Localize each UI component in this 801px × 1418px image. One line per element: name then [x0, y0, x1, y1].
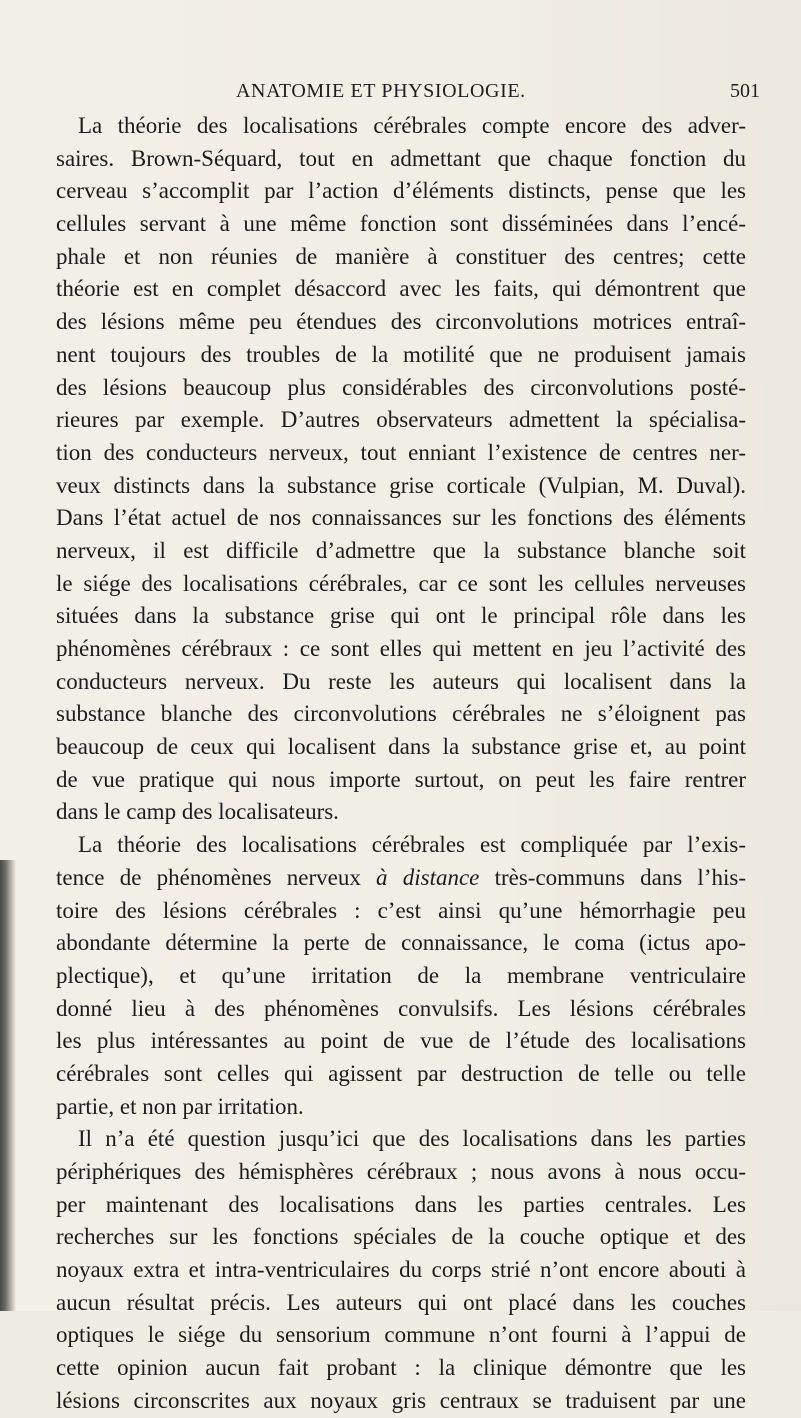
text-line: partie, et non par irritation.: [56, 1093, 304, 1119]
text-line: cérébrales sont celles qui agissent par destruction de telle ou telle: [56, 1060, 746, 1086]
text-line: veux distincts dans la substance grise corticale (Vulpian, M. Duval).: [56, 472, 746, 498]
text-line: optiques le siége du sensorium commune n’ont fourni à l’appui de: [56, 1322, 746, 1348]
text-line: cellules servant à une même fonction sont disséminées dans l’encé-: [56, 211, 746, 237]
text-line: La théorie des localisations cérébrales compte encore des adver-: [78, 113, 746, 138]
text-line: phale et non réunies de manière à constituer des centres; cette: [56, 243, 746, 269]
text-line: substance blanche des circonvolutions cérébrales ne s’éloignent pas: [56, 701, 746, 727]
text-line: Dans l’état actuel de nos connaissances sur les fonctions des éléments: [56, 505, 746, 531]
text-line: des lésions même peu étendues des circonvolutions motrices entraî-: [56, 309, 746, 335]
text-line: aucun résultat précis. Les auteurs qui ont placé dans les couches: [56, 1289, 746, 1315]
italic-term: à distance: [376, 864, 480, 890]
text-line: tion des conducteurs nerveux, tout enniant l’existence de centres ner-: [56, 439, 746, 465]
text-line: conducteurs nerveux. Du reste les auteurs qui localisent dans la: [56, 668, 746, 694]
text-line: les plus intéressantes au point de vue de l’étude des localisations: [56, 1028, 746, 1054]
text-line: saires. Brown-Séquard, tout en admettant que chaque fonction du: [56, 145, 746, 171]
text-line: per maintenant des localisations dans les parties centrales. Les: [56, 1191, 746, 1217]
text-line: cerveau s’accomplit par l’action d’éléments distincts, pense que les: [56, 178, 746, 204]
text-line: de vue pratique qui nous importe surtout, on peut les faire rentrer: [56, 766, 746, 792]
text-line: noyaux extra et intra-ventriculaires du corps strié n’ont encore abouti à: [56, 1257, 746, 1283]
running-title: ANATOMIE ET PHYSIOLOGIE.: [236, 80, 526, 102]
text-line: cette opinion aucun fait probant : la clinique démontre que les: [56, 1355, 746, 1381]
text-segment: tence de phénomènes nerveux: [56, 864, 377, 890]
text-line: donné lieu à des phénomènes convulsifs. Les lésions cérébrales: [56, 995, 746, 1021]
text-line: nent toujours des troubles de la motilité que ne produisent jamais: [56, 341, 746, 367]
text-line: abondante détermine la perte de connaissance, le coma (ictus apo-: [56, 930, 746, 956]
text-line: périphériques des hémisphères cérébraux ; nous avons à nous occu-: [56, 1159, 746, 1184]
text-line: rieures par exemple. D’autres observateurs admettent la spécialisa-: [56, 407, 746, 433]
text-line: théorie est en complet désaccord avec les faits, qui démontrent que: [56, 276, 746, 302]
text-line: nerveux, il est difficile d’admettre que la substance blanche soit: [56, 537, 746, 563]
text-line: La théorie des localisations cérébrales est compliquée par l’exis-: [78, 832, 746, 858]
text-line: plectique), et qu’une irritation de la membrane ventriculaire: [56, 962, 746, 988]
text-line: Il n’a été question jusqu’ici que des localisations dans les parties: [78, 1126, 746, 1152]
text-line: le siége des localisations cérébrales, car ce sont les cellules nerveuses: [56, 570, 746, 596]
text-line: lésions circonscrites aux noyaux gris centraux se traduisent par une: [56, 1387, 746, 1413]
text-line: toire des lésions cérébrales : c’est ainsi qu’une hémorrhagie peu: [56, 897, 746, 923]
text-line: beaucoup de ceux qui localisent dans la substance grise et, au point: [56, 734, 746, 760]
page-number: 501: [730, 80, 760, 102]
text-line: recherches sur les fonctions spéciales de la couche optique et des: [56, 1224, 746, 1250]
body-text: [56, 110, 746, 1418]
text-line: des lésions beaucoup plus considérables des circonvolutions posté-: [56, 374, 746, 400]
page-header: [0, 80, 801, 110]
text-line-with-italic: [56, 862, 746, 895]
text-segment: très-communs dans l’his-: [479, 864, 746, 890]
page-edge-shadow: [0, 860, 16, 1311]
text-line: situées dans la substance grise qui ont le principal rôle dans les: [56, 603, 746, 629]
text-line: dans le camp des localisateurs.: [56, 799, 339, 825]
text-line: phénomènes cérébraux : ce sont elles qui mettent en jeu l’activité des: [56, 636, 746, 661]
